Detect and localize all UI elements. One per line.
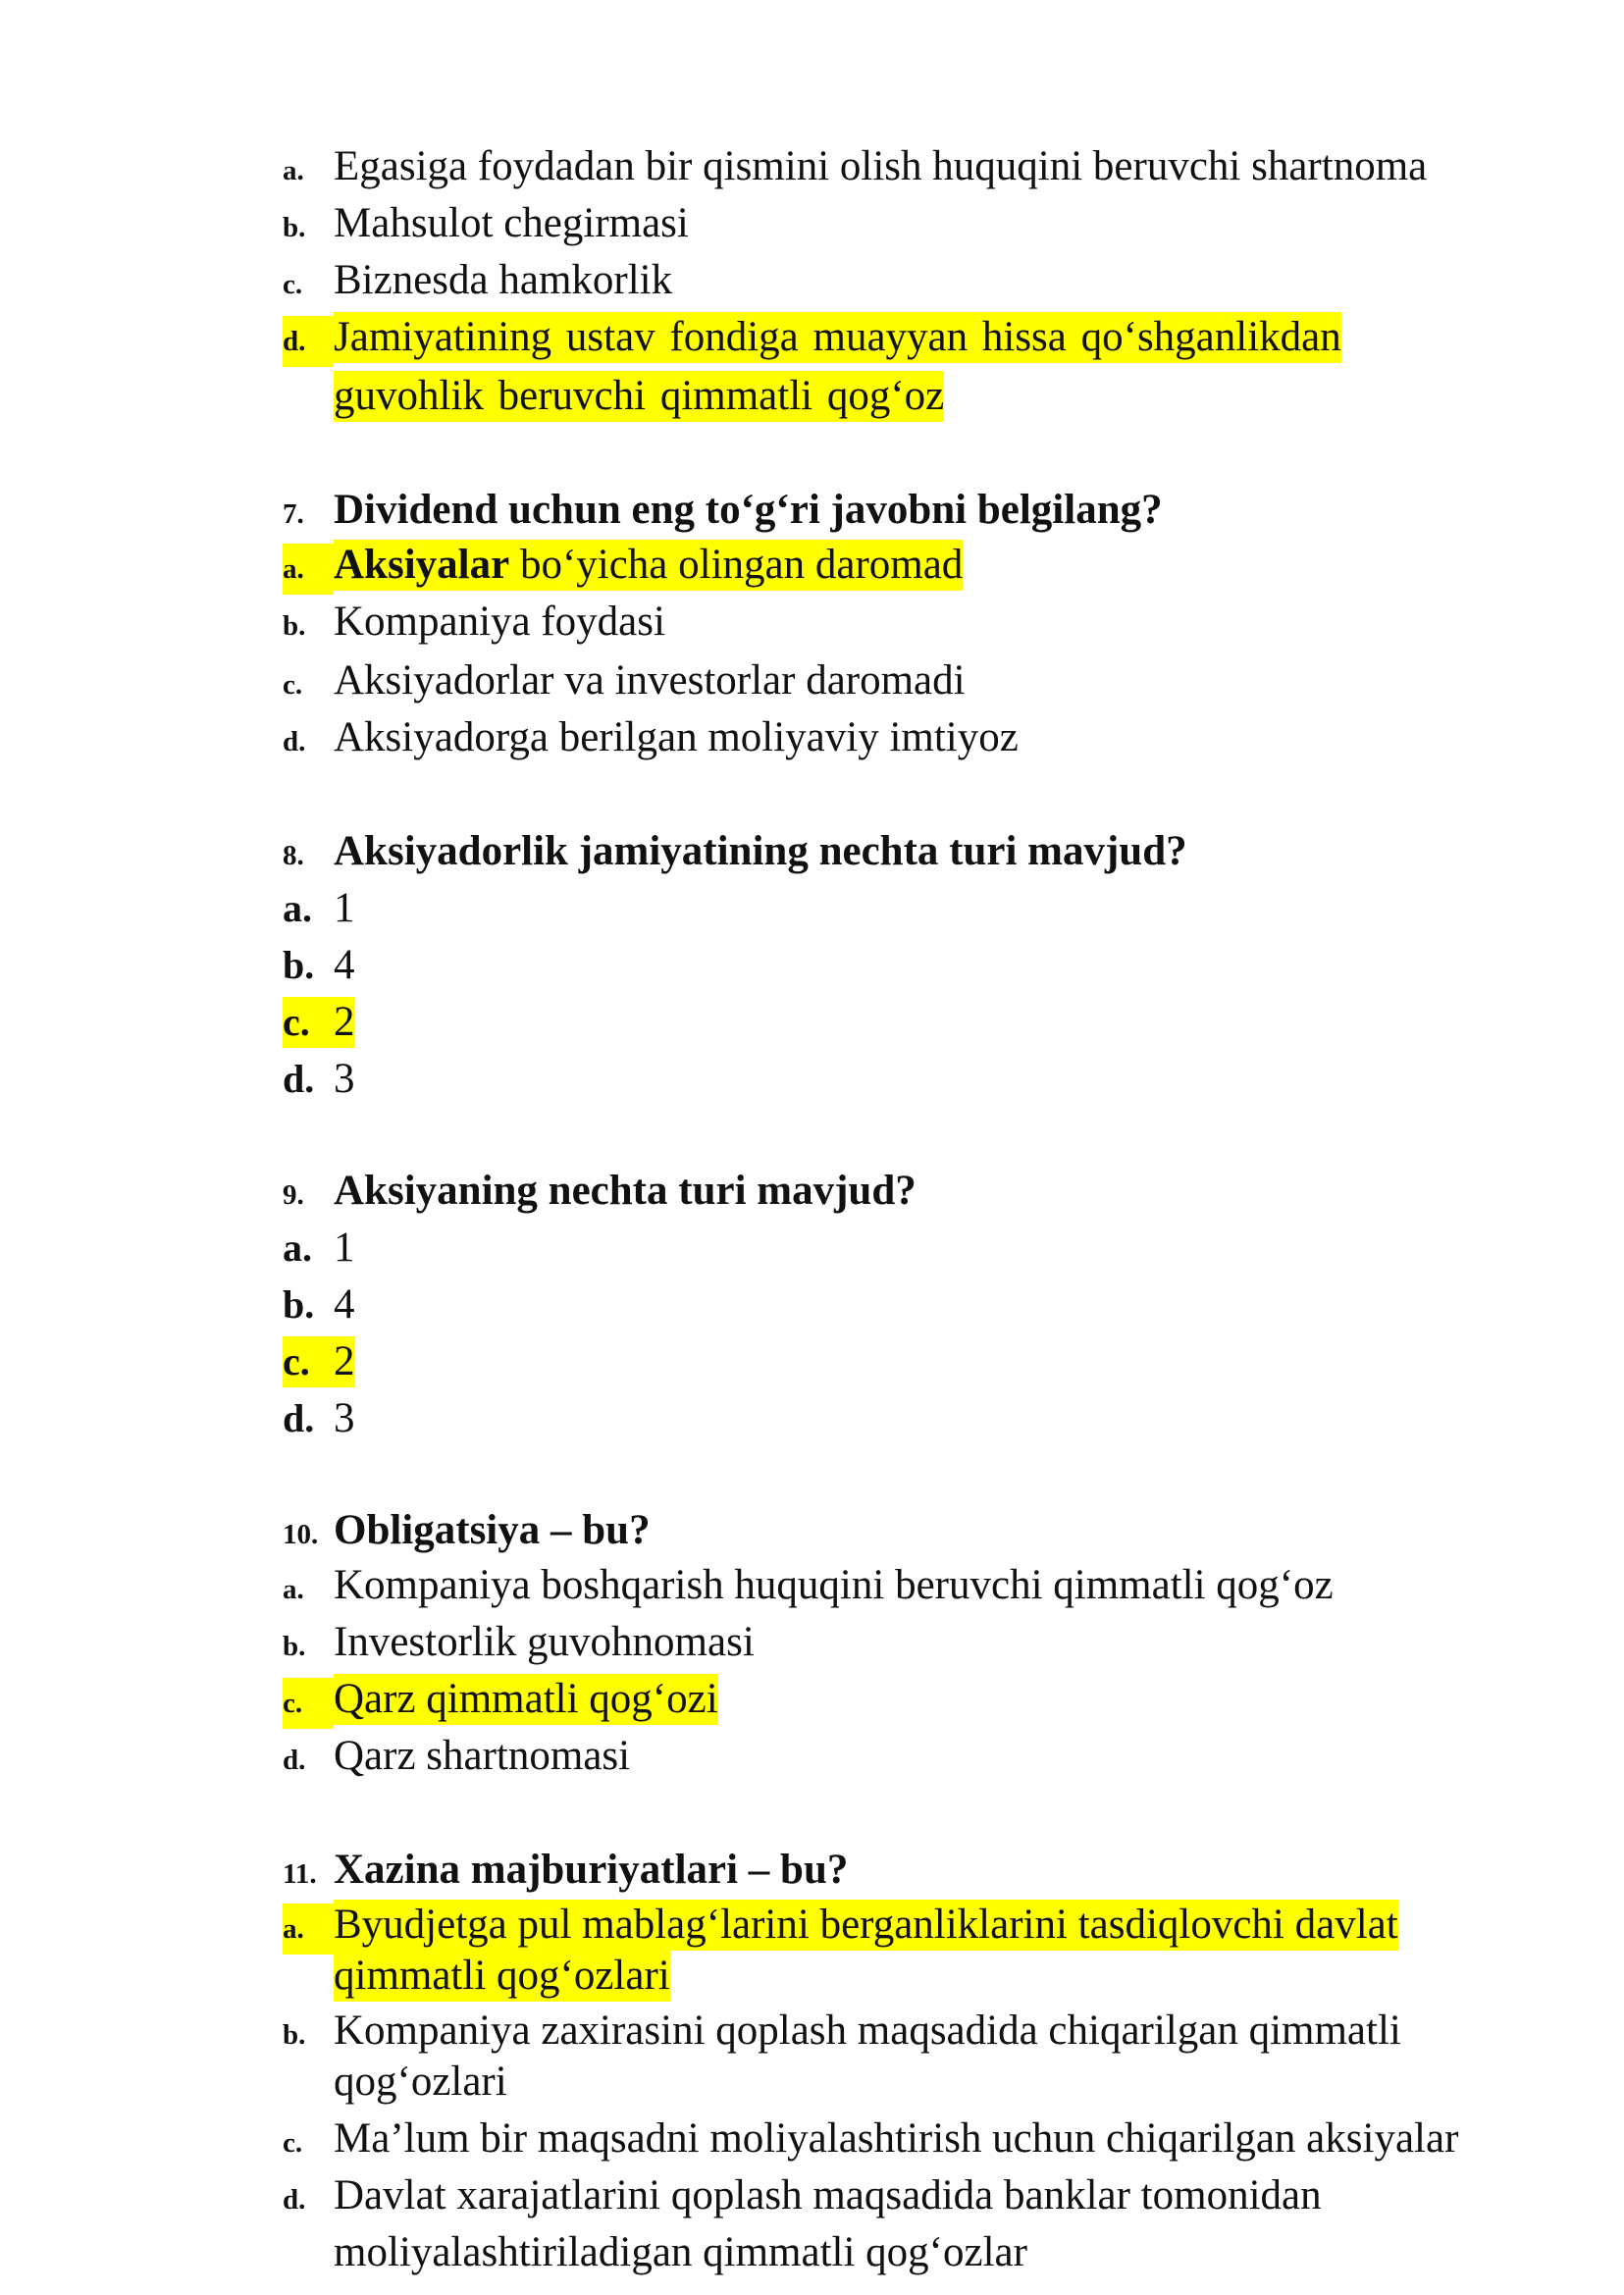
option-text-correct: qimmatli qog‘ozlari (334, 1951, 670, 2002)
question-8 (283, 826, 1585, 881)
q11-option-d (283, 2170, 1585, 2225)
option-text: Kompaniya foydasi (334, 599, 665, 645)
q11-option-d-continuation (334, 2227, 1585, 2278)
q6-option-a (283, 141, 1585, 196)
option-marker: a. (283, 886, 312, 930)
option-text: Kompaniya zaxirasini qoplash maqsadida chiqarilgan qimmatli (334, 2008, 1401, 2054)
option-text-correct: Qarz qimmatli qog‘ozi (334, 1674, 718, 1725)
option-text-bold: Aksiyalar (334, 542, 510, 588)
question-number: 9. (283, 1179, 304, 1211)
option-marker: b. (283, 2019, 306, 2051)
option-text: Aksiyadorga berilgan moliyaviy imtiyoz (334, 714, 1019, 760)
q7-option-a (283, 540, 1585, 595)
option-text: Qarz shartnomasi (334, 1733, 631, 1779)
q6-option-d-continuation (334, 371, 1585, 422)
option-marker: b. (283, 212, 306, 243)
q8-option-a (283, 883, 1585, 934)
option-text: 3 (334, 1395, 355, 1441)
option-marker: c. (283, 2127, 303, 2159)
question-number: 10. (283, 1519, 319, 1550)
option-marker: d. (283, 1745, 306, 1776)
q9-option-d (283, 1393, 1585, 1444)
q7-option-d (283, 712, 1585, 767)
q10-option-b (283, 1617, 1585, 1672)
option-text-correct: 2 (334, 1336, 355, 1387)
option-text: Investorlik guvohnomasi (334, 1619, 755, 1665)
option-text: Kompaniya boshqarish huquqini beruvchi qimmatli qog‘oz (334, 1562, 1334, 1608)
option-marker: a. (283, 1574, 304, 1605)
option-text-correct: Jamiyatining ustav fondiga muayyan hissa qo‘shganlikdan (334, 312, 1341, 363)
q11-option-a-continuation (334, 1951, 1585, 2002)
option-marker: b. (283, 1282, 315, 1327)
q6-option-b (283, 198, 1585, 253)
q10-option-c (283, 1674, 1585, 1729)
option-marker: c. (283, 1678, 334, 1729)
q9-option-b (283, 1279, 1585, 1330)
option-marker: b. (283, 1631, 306, 1662)
option-marker: a. (283, 1226, 312, 1270)
option-text-correct (334, 540, 963, 591)
option-text-correct: guvohlik beruvchi qimmatli qog‘oz (334, 371, 944, 422)
option-marker: c. (283, 669, 303, 701)
q11-option-b-continuation (334, 2057, 1585, 2108)
q8-option-c (283, 997, 1585, 1048)
question-9 (283, 1166, 1585, 1221)
option-text-correct: 2 (334, 997, 355, 1048)
option-text: Mahsulot chegirmasi (334, 200, 689, 246)
option-marker: d. (283, 1057, 315, 1101)
option-text-rest: bo‘yicha olingan daromad (509, 542, 964, 588)
option-text: 4 (334, 1281, 355, 1328)
option-marker: b. (283, 610, 306, 642)
option-marker: a. (283, 544, 334, 595)
q7-option-b (283, 597, 1585, 652)
question-7 (283, 485, 1585, 540)
option-marker: a. (283, 155, 304, 186)
q11-option-a (283, 1900, 1585, 1955)
option-marker: d. (283, 1396, 315, 1440)
option-text: moliyalashtiriladigan qimmatli qog‘ozlar (334, 2229, 1027, 2275)
option-marker: d. (283, 316, 334, 367)
option-marker: a. (283, 1904, 334, 1955)
q10-option-a (283, 1560, 1585, 1615)
question-number: 11. (283, 1858, 317, 1890)
q8-option-d (283, 1054, 1585, 1105)
question-number: 8. (283, 840, 304, 871)
option-text: Ma’lum bir maqsadni moliyalashtirish uchun chiqarilgan aksiyalar (334, 2115, 1459, 2162)
q6-option-c (283, 255, 1585, 310)
option-text: 1 (334, 1225, 355, 1271)
question-text: Obligatsiya – bu? (334, 1507, 651, 1553)
option-text: Biznesda hamkorlik (334, 257, 673, 303)
q9-option-a (283, 1223, 1585, 1274)
q11-option-b (283, 2006, 1585, 2060)
option-text: 3 (334, 1056, 355, 1102)
option-text: Davlat xarajatlarini qoplash maqsadida banklar tomonidan (334, 2172, 1322, 2218)
question-text: Aksiyadorlik jamiyatining nechta turi mavjud? (334, 828, 1187, 874)
q9-option-c (283, 1336, 1585, 1387)
q8-option-b (283, 940, 1585, 991)
option-marker: b. (283, 943, 315, 987)
option-text: qog‘ozlari (334, 2059, 507, 2105)
q11-option-c (283, 2113, 1585, 2168)
question-number: 7. (283, 498, 304, 530)
question-text: Xazina majburiyatlari – bu? (334, 1847, 849, 1893)
question-10 (283, 1505, 1585, 1560)
q10-option-d (283, 1731, 1585, 1786)
option-text: Aksiyadorlar va investorlar daromadi (334, 657, 966, 704)
option-text: 1 (334, 885, 355, 931)
option-marker: c. (283, 1336, 334, 1387)
question-text: Aksiyaning nechta turi mavjud? (334, 1168, 917, 1214)
q7-option-c (283, 655, 1585, 710)
option-marker: d. (283, 726, 306, 757)
option-marker: c. (283, 269, 303, 300)
question-text: Dividend uchun eng to‘g‘ri javobni belgilang? (334, 487, 1163, 533)
option-text: Egasiga foydadan bir qismini olish huquqini beruvchi shartnoma (334, 143, 1428, 189)
option-marker: d. (283, 2184, 306, 2216)
option-marker: c. (283, 997, 334, 1048)
option-text: 4 (334, 942, 355, 988)
option-text-correct: Byudjetga pul mablag‘larini berganliklarini tasdiqlovchi davlat (334, 1900, 1398, 1951)
q6-option-d (283, 312, 1585, 367)
question-11 (283, 1845, 1585, 1900)
